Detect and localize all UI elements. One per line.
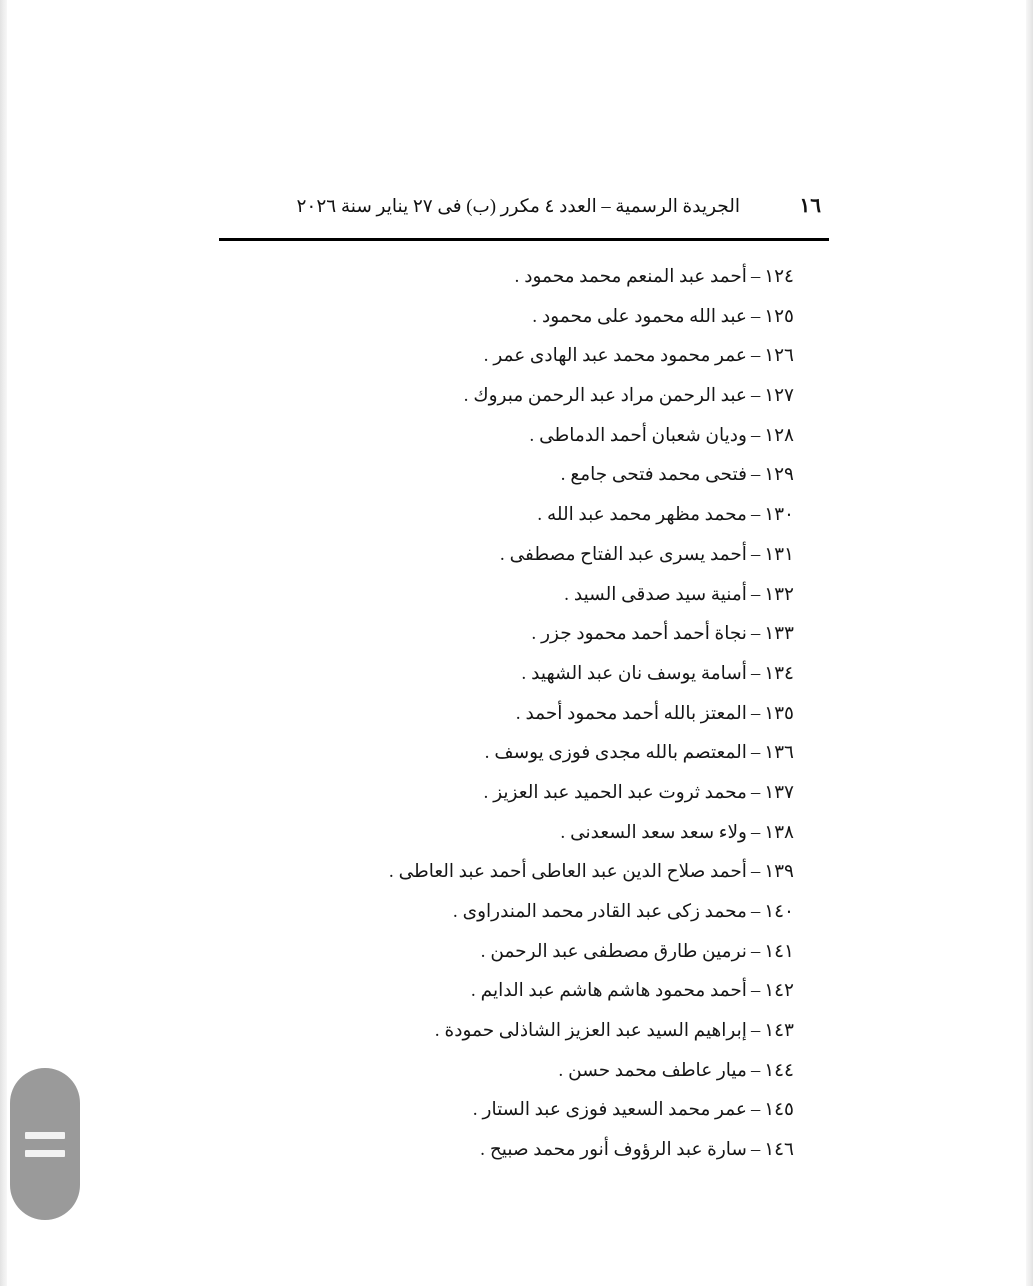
list-item-terminator: . xyxy=(560,822,566,843)
list-item-terminator: . xyxy=(452,902,458,922)
list-item-name: نرمين طارق مصطفى عبد الرحمن xyxy=(490,941,747,962)
list-item xyxy=(219,417,794,457)
list-item-separator: – xyxy=(750,1021,761,1042)
list-item-name: فتحى محمد فتحى جامع xyxy=(570,465,747,486)
list-item-terminator: . xyxy=(463,386,469,407)
left-page-gutter xyxy=(0,0,7,1286)
list-item-name: محمد زكى عبد القادر محمد المندراوى xyxy=(462,902,747,922)
list-item-index: ١٣٥ xyxy=(764,703,794,724)
list-item-separator: – xyxy=(750,1100,761,1121)
list-item-index: ١٣٩ xyxy=(764,862,794,883)
list-item-terminator: . xyxy=(560,465,566,486)
list-item xyxy=(219,536,794,576)
list-item xyxy=(219,734,794,774)
list-item-terminator: . xyxy=(521,663,527,684)
list-item-name: ميار عاطف محمد حسن xyxy=(568,1060,747,1081)
drag-handle-icon[interactable] xyxy=(10,1068,80,1220)
list-item-name: محمد ثروت عبد الحميد عبد العزيز xyxy=(493,782,747,803)
list-item-terminator: . xyxy=(564,584,569,605)
list-item-terminator: . xyxy=(388,862,394,883)
list-item-index: ١٢٦ xyxy=(764,346,794,367)
list-item-name: إبراهيم السيد عبد العزيز الشاذلى حمودة xyxy=(444,1021,747,1042)
list-item xyxy=(219,695,794,735)
drag-handle-bar xyxy=(25,1150,65,1157)
list-item-index: ١٣٤ xyxy=(764,663,794,684)
list-item-name: وديان شعبان أحمد الدماطى xyxy=(539,425,747,446)
list-item xyxy=(219,377,794,417)
gazette-header-title: الجريدة الرسمية – العدد ٤ مكرر (ب) فى ٢٧ يناير سنة ٢٠٢٦ xyxy=(296,197,741,217)
list-item-separator: – xyxy=(750,306,761,327)
document-page xyxy=(7,0,1026,1286)
list-item-terminator: . xyxy=(515,703,521,724)
list-item-name: المعتصم بالله مجدى فوزى يوسف xyxy=(494,743,747,764)
list-item xyxy=(219,615,794,655)
list-item-terminator: . xyxy=(537,505,542,526)
list-item-name: أحمد يسرى عبد الفتاح مصطفى xyxy=(509,544,747,565)
list-item xyxy=(219,655,794,695)
list-item-name: ولاء سعد سعد السعدنى xyxy=(570,822,747,843)
list-item-separator: – xyxy=(750,902,761,922)
list-item xyxy=(219,337,794,377)
list-item-name: محمد مظهر محمد عبد الله xyxy=(546,505,747,526)
list-item-separator: – xyxy=(750,703,761,724)
list-item-separator: – xyxy=(750,1060,761,1081)
list-item-index: ١٢٩ xyxy=(764,465,794,486)
list-item-separator: – xyxy=(750,386,761,407)
list-item xyxy=(219,1091,794,1131)
list-item-separator: – xyxy=(750,465,761,486)
list-item-separator: – xyxy=(750,663,761,684)
list-item-separator: – xyxy=(750,346,761,367)
list-item-separator: – xyxy=(750,743,761,764)
list-item-separator: – xyxy=(750,782,761,803)
list-item xyxy=(219,933,794,973)
list-item-index: ١٣٨ xyxy=(764,822,794,843)
list-item-terminator: . xyxy=(514,267,520,287)
list-item-separator: – xyxy=(750,1140,761,1161)
list-item xyxy=(219,814,794,854)
numbered-name-list xyxy=(219,258,794,1171)
list-item-terminator: . xyxy=(531,624,537,645)
header-divider-rule xyxy=(219,238,829,241)
list-item-index: ١٢٨ xyxy=(764,425,794,446)
list-item-index: ١٢٤ xyxy=(764,267,794,287)
list-item-name: أحمد محمود هاشم هاشم عبد الدايم xyxy=(480,981,747,1002)
list-item-terminator: . xyxy=(558,1060,564,1081)
list-item-name: عمر محمود محمد عبد الهادى عمر xyxy=(493,346,747,367)
list-item xyxy=(219,1012,794,1052)
list-item-index: ١٣٣ xyxy=(764,624,794,645)
list-item xyxy=(219,1052,794,1092)
list-item-terminator: . xyxy=(529,425,535,446)
list-item xyxy=(219,258,794,298)
list-item-terminator: . xyxy=(472,1100,478,1121)
list-item-separator: – xyxy=(750,425,761,446)
list-item-terminator: . xyxy=(483,346,489,367)
running-head xyxy=(219,193,829,223)
list-item-separator: – xyxy=(750,862,761,883)
list-item-index: ١٤٤ xyxy=(764,1060,794,1081)
list-item-index: ١٤٢ xyxy=(764,981,794,1002)
list-item-terminator: . xyxy=(483,782,489,803)
list-item-separator: – xyxy=(750,544,761,565)
list-item-name: سارة عبد الرؤوف أنور محمد صبيح xyxy=(489,1140,747,1161)
list-item xyxy=(219,853,794,893)
list-item-terminator: . xyxy=(434,1021,440,1042)
page-number: ١٦ xyxy=(799,195,821,217)
list-item-index: ١٣٢ xyxy=(764,584,794,605)
list-item-terminator: . xyxy=(471,981,476,1002)
list-item-name: عبد الرحمن مراد عبد الرحمن مبروك xyxy=(473,386,747,407)
list-item-terminator: . xyxy=(499,544,505,565)
list-item-terminator: . xyxy=(484,743,490,764)
list-item xyxy=(219,576,794,616)
list-item-terminator: . xyxy=(480,941,486,962)
list-item-name: أسامة يوسف نان عبد الشهيد xyxy=(531,663,747,684)
list-item-name: عمر محمد السعيد فوزى عبد الستار xyxy=(482,1100,747,1121)
list-item-name: عبد الله محمود على محمود xyxy=(542,306,747,327)
list-item-name: أحمد صلاح الدين عبد العاطى أحمد عبد العاطى xyxy=(398,862,747,883)
list-item-separator: – xyxy=(750,941,761,962)
list-item xyxy=(219,1131,794,1171)
list-item-index: ١٤٦ xyxy=(764,1140,794,1161)
list-item-index: ١٣٧ xyxy=(764,782,794,803)
list-item-name: أحمد عبد المنعم محمد محمود xyxy=(524,267,747,287)
drag-handle-bar xyxy=(25,1132,65,1139)
list-item xyxy=(219,774,794,814)
list-item-index: ١٤٥ xyxy=(764,1100,794,1121)
right-page-gutter xyxy=(1026,0,1033,1286)
list-item-index: ١٣١ xyxy=(764,544,794,565)
list-item-index: ١٤١ xyxy=(764,941,794,962)
list-item-separator: – xyxy=(750,505,761,526)
list-item xyxy=(219,972,794,1012)
list-item-separator: – xyxy=(750,624,761,645)
list-item-separator: – xyxy=(750,822,761,843)
list-item xyxy=(219,893,794,933)
list-item-name: نجاة أحمد أحمد محمود جزر xyxy=(541,624,747,645)
list-item-terminator: . xyxy=(532,306,538,327)
list-item-index: ١٢٧ xyxy=(764,386,794,407)
list-item-separator: – xyxy=(750,981,761,1002)
list-item-separator: – xyxy=(750,584,761,605)
list-item-separator: – xyxy=(750,267,761,287)
list-item xyxy=(219,496,794,536)
list-item-index: ١٤٣ xyxy=(764,1021,794,1042)
list-item-name: المعتز بالله أحمد محمود أحمد xyxy=(525,703,747,724)
list-item-index: ١٤٠ xyxy=(764,902,794,922)
list-item-index: ١٣٦ xyxy=(764,743,794,764)
list-item-index: ١٢٥ xyxy=(764,306,794,327)
list-item-index: ١٣٠ xyxy=(764,505,794,526)
list-item-name: أمنية سيد صدقى السيد xyxy=(573,584,747,605)
list-item xyxy=(219,298,794,338)
list-item-terminator: . xyxy=(480,1140,485,1161)
list-item xyxy=(219,456,794,496)
